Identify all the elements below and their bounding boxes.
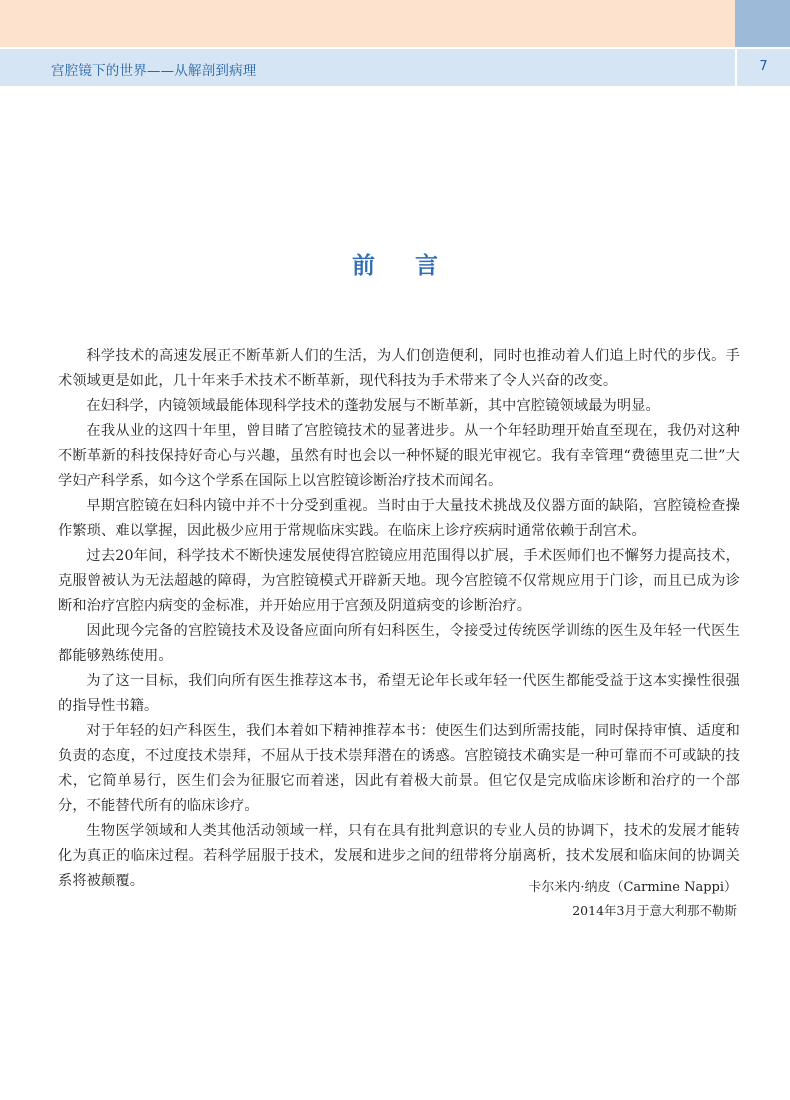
page-number: 7 <box>759 59 768 74</box>
signature-date-place: 2014年3月于意大利那不勒斯 <box>572 903 737 918</box>
running-header-title: 宫腔镜下的世界——从解剖到病理 <box>51 63 257 79</box>
paragraph: 早期宫腔镜在妇科内镜中并不十分受到重视。当时由于大量技术挑战及仪器方面的缺陷，宫腔镜检查操作繁琐、难以掌握，因此极少应用于常规临床实践。在临床上诊疗疾病时通常依赖于刮宫术。 <box>58 498 740 539</box>
paragraph: 为了这一目标，我们向所有医生推荐这本书，希望无论年长或年轻一代医生都能受益于这本实操性很强的指导性书籍。 <box>58 673 740 714</box>
top-decorative-band <box>0 0 735 47</box>
preface-body <box>58 344 740 894</box>
corner-tab <box>735 0 790 47</box>
paragraph: 生物医学领域和人类其他活动领域一样，只有在具有批判意识的专业人员的协调下，技术的发展才能转化为真正的临床过程。若科学屈服于技术，发展和进步之间的纽带将分崩离析，技术发展和临床间的协调关系将被颠覆。 <box>58 823 740 889</box>
paragraph: 在我从业的这四十年里，曾目睹了宫腔镜技术的显著进步。从一个年轻助理开始直至现在，我仍对这种不断革新的科技保持好奇心与兴趣，虽然有时也会以一种怀疑的眼光审视它。我有幸管理“费德里克二世”大学妇产科学系，如今这个学系在国际上以宫腔镜诊断治疗技术而闻名。 <box>58 423 740 489</box>
signature-author: 卡尔米内·纳皮（Carmine Nappi） <box>528 880 737 895</box>
paragraph: 科学技术的高速发展正不断革新人们的生活，为人们创造便利，同时也推动着人们追上时代的步伐。手术领域更是如此，几十年来手术技术不断革新，现代科技为手术带来了令人兴奋的改变。 <box>58 348 740 389</box>
paragraph: 过去20年间，科学技术不断快速发展使得宫腔镜应用范围得以扩展，手术医师们也不懈努力提高技术，克服曾被认为无法超越的障碍，为宫腔镜模式开辟新天地。现今宫腔镜不仅常规应用于门诊，而且已成为诊断和治疗宫腔内病变的金标准，并开始应用于宫颈及阴道病变的诊断治疗。 <box>58 548 740 614</box>
paragraph: 因此现今完备的宫腔镜技术及设备应面向所有妇科医生，令接受过传统医学训练的医生及年轻一代医生都能够熟练使用。 <box>58 623 740 664</box>
page-heading: 前言 <box>352 252 478 279</box>
paragraph: 在妇科学，内镜领域最能体现科学技术的蓬勃发展与不断革新，其中宫腔镜领域最为明显。 <box>86 398 660 414</box>
running-header <box>0 49 790 86</box>
paragraph: 对于年轻的妇产科医生，我们本着如下精神推荐本书：使医生们达到所需技能，同时保持审慎、适度和负责的态度，不过度技术崇拜，不屈从于技术崇拜潜在的诱惑。宫腔镜技术确实是一种可靠而不可或缺的技术，它简单易行，医生们会为征服它而着迷，因此有着极大前景。但它仅是完成临床诊断和治疗的一个部分，不能替代所有的临床诊疗。 <box>58 723 740 814</box>
